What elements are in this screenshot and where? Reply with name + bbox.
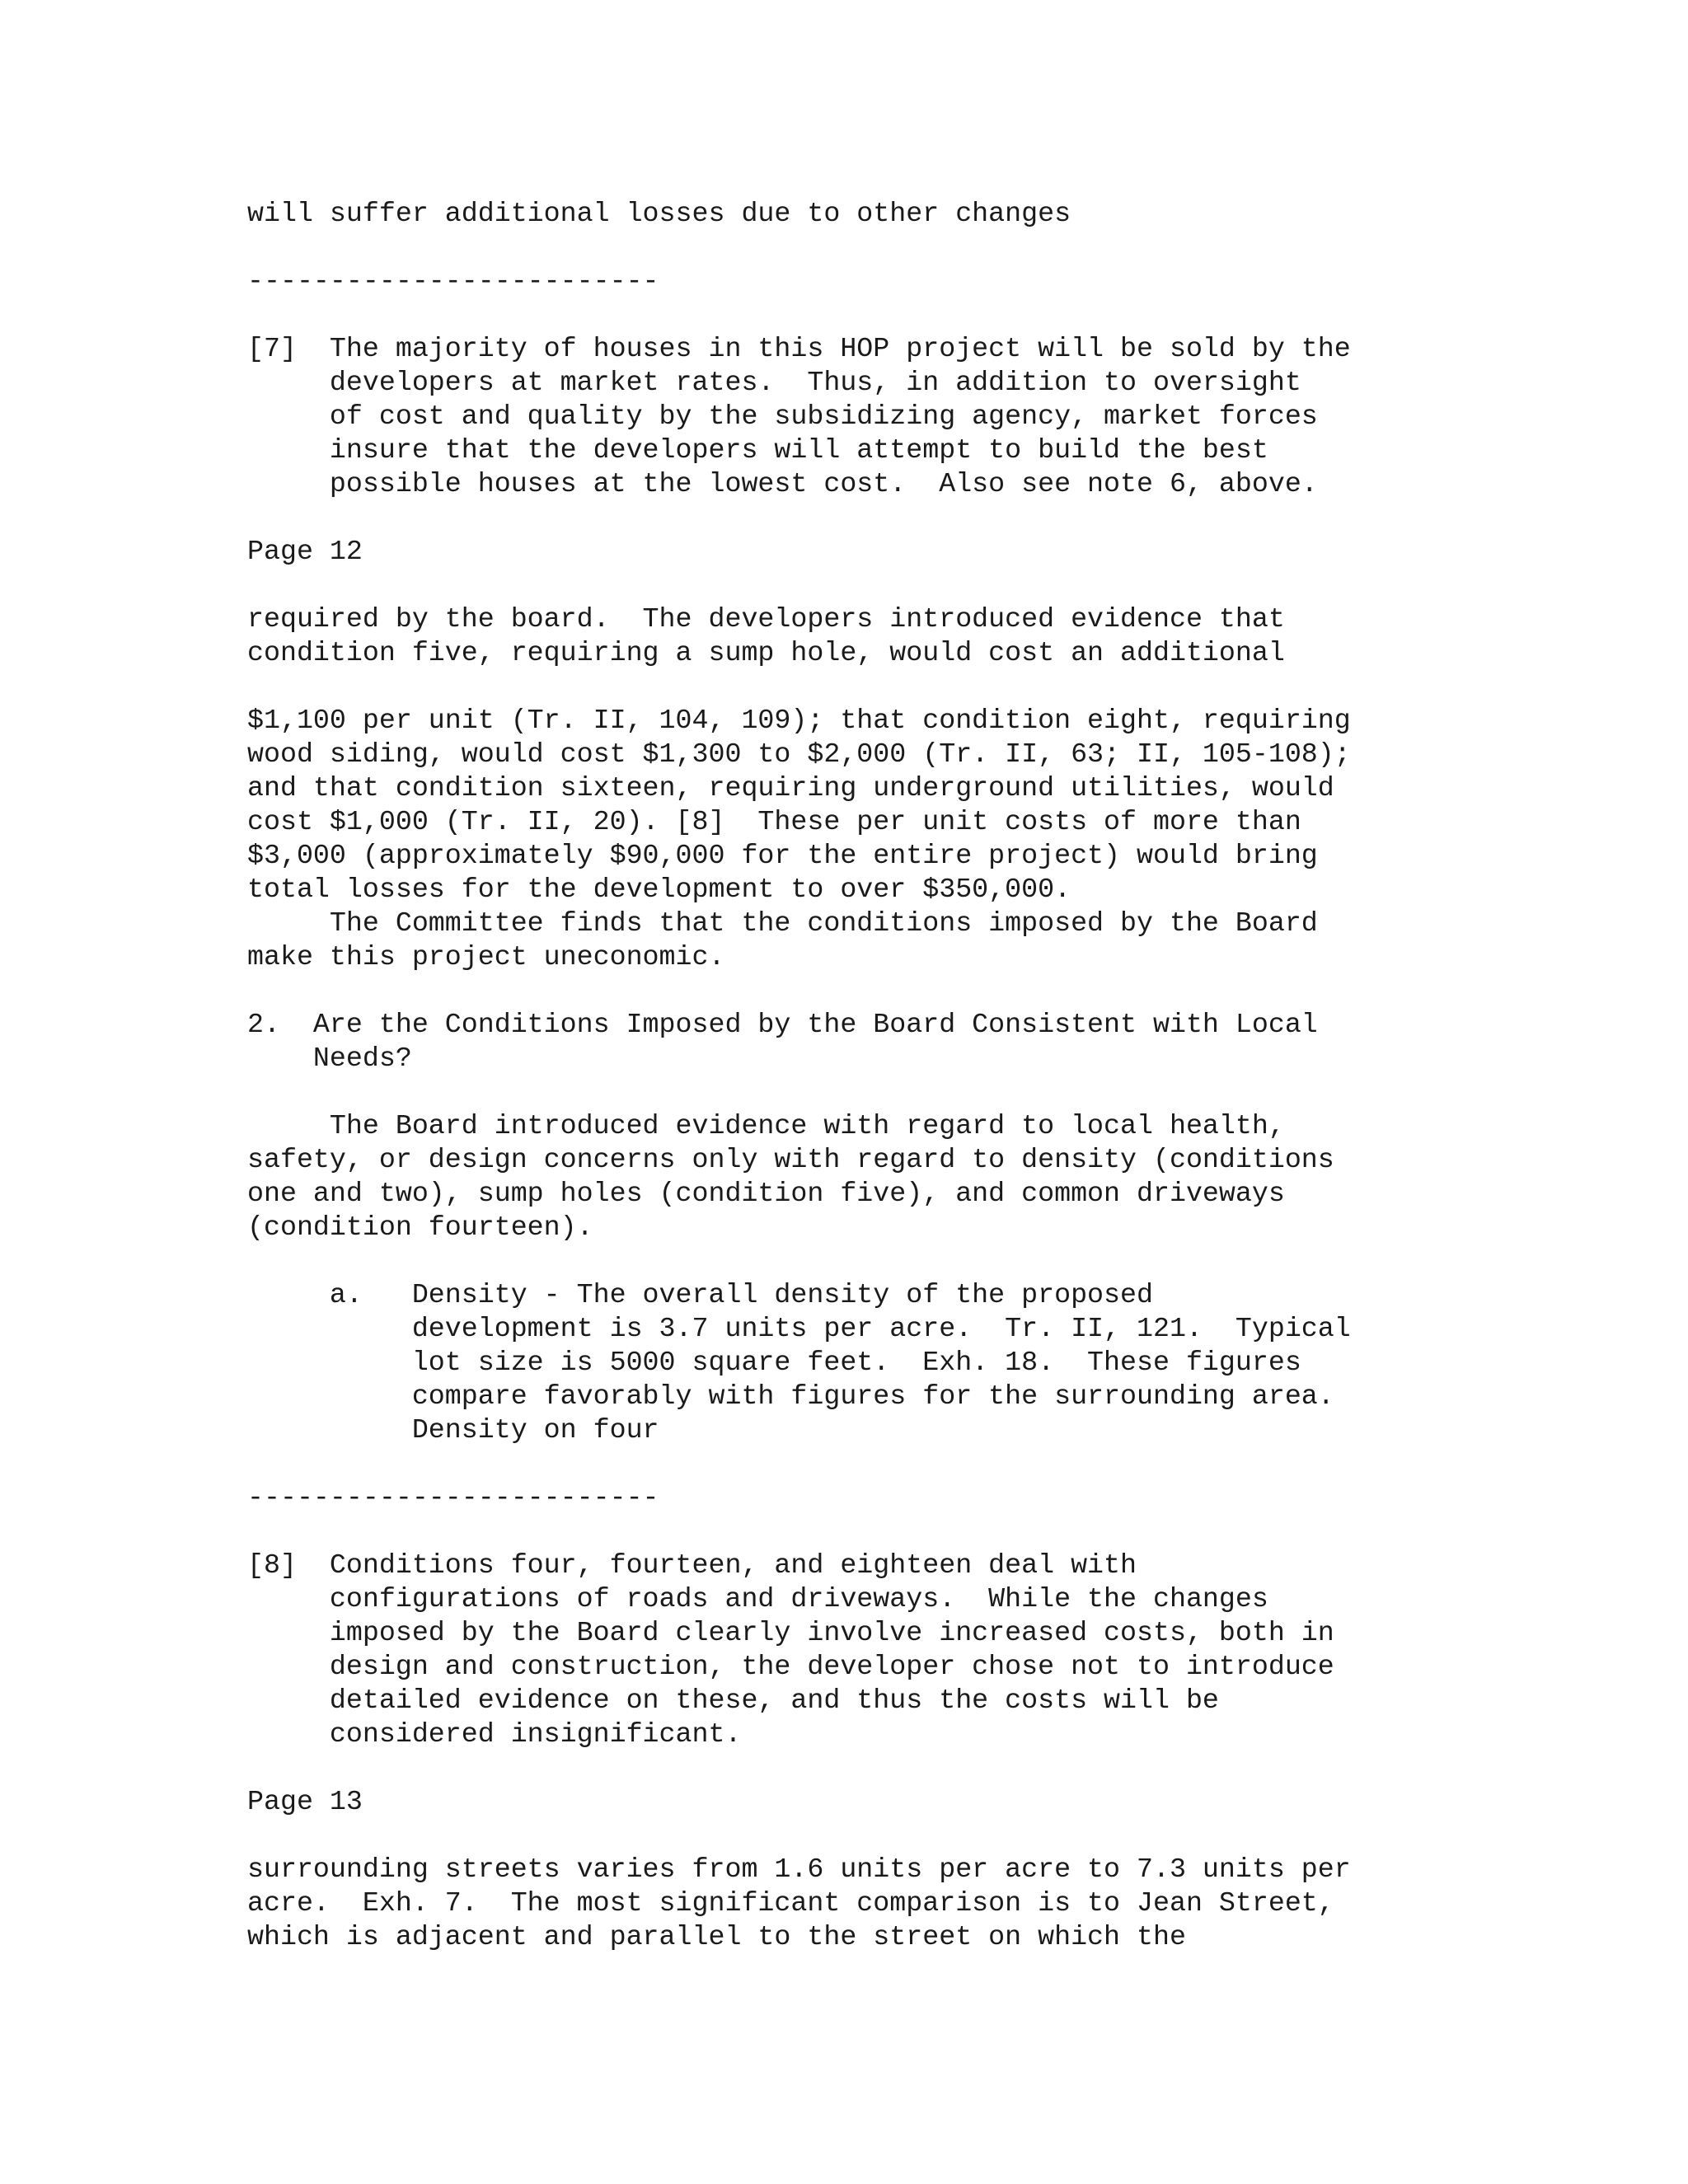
text-line: of cost and quality by the subsidizing agency, market forces: [247, 401, 1318, 432]
footnote-7: [247, 332, 1648, 501]
paragraph-board-evidence: [247, 1109, 1648, 1244]
footnote-separator-2: [247, 1481, 1648, 1515]
text-line: considered insignificant.: [247, 1718, 742, 1750]
text-line: surrounding streets varies from 1.6 units per acre to 7.3 units per: [247, 1854, 1351, 1885]
text-line: The Committee finds that the conditions imposed by the Board: [247, 907, 1318, 939]
paragraph-required-by-board: [247, 602, 1648, 670]
text-line: insure that the developers will attempt to build the best: [247, 434, 1268, 466]
text-line: Page 13: [247, 1786, 363, 1817]
subsection-a-density: [247, 1278, 1648, 1447]
text-line: Density on four: [247, 1414, 659, 1446]
text-line: total losses for the development to over $350,000.: [247, 874, 1071, 905]
text-line: Needs?: [247, 1043, 412, 1074]
page-number-12: [247, 535, 1648, 569]
text-line: 2. Are the Conditions Imposed by the Board Consistent with Local: [247, 1009, 1318, 1040]
section-heading-2: [247, 1008, 1648, 1076]
blank-line: [247, 501, 1648, 535]
blank-line: [247, 569, 1648, 602]
text-line: condition five, requiring a sump hole, would cost an additional: [247, 637, 1285, 668]
text-line: compare favorably with figures for the surrounding area.: [247, 1380, 1334, 1412]
text-line: [7] The majority of houses in this HOP project will be sold by the: [247, 333, 1351, 364]
blank-line: [247, 1751, 1648, 1785]
text-line: make this project uneconomic.: [247, 941, 725, 972]
text-line: and that condition sixteen, requiring underground utilities, would: [247, 772, 1334, 804]
text-line: design and construction, the developer chose not to introduce: [247, 1651, 1334, 1682]
blank-line: [247, 231, 1648, 265]
page-number-13: [247, 1785, 1648, 1819]
text-line: -------------------------: [247, 265, 659, 297]
blank-line: [247, 670, 1648, 704]
text-line: development is 3.7 units per acre. Tr. II, 121. Typical: [247, 1313, 1351, 1344]
continuation-line-top: [247, 197, 1648, 231]
text-line: required by the board. The developers introduced evidence that: [247, 603, 1285, 635]
text-line: safety, or design concerns only with regard to density (conditions: [247, 1144, 1334, 1175]
text-line: -------------------------: [247, 1482, 659, 1513]
text-line: $3,000 (approximately $90,000 for the entire project) would bring: [247, 840, 1318, 871]
footnote-8: [247, 1549, 1648, 1751]
text-line: wood siding, would cost $1,300 to $2,000 (Tr. II, 63; II, 105-108);: [247, 738, 1351, 770]
document-page: [247, 197, 1648, 1954]
text-line: (condition fourteen).: [247, 1212, 593, 1243]
text-line: Page 12: [247, 536, 363, 567]
text-line: one and two), sump holes (condition five), and common driveways: [247, 1178, 1285, 1209]
blank-line: [247, 1244, 1648, 1278]
text-line: [8] Conditions four, fourteen, and eighteen deal with: [247, 1549, 1137, 1581]
blank-line: [247, 298, 1648, 332]
blank-line: [247, 1819, 1648, 1853]
text-line: will suffer additional losses due to other changes: [247, 198, 1071, 229]
text-line: possible houses at the lowest cost. Also see note 6, above.: [247, 468, 1318, 499]
text-line: detailed evidence on these, and thus the costs will be: [247, 1685, 1219, 1716]
blank-line: [247, 1515, 1648, 1549]
blank-line: [247, 974, 1648, 1008]
text-line: a. Density - The overall density of the proposed: [247, 1279, 1153, 1310]
text-line: which is adjacent and parallel to the street on which the: [247, 1921, 1186, 1952]
blank-line: [247, 1447, 1648, 1481]
text-line: lot size is 5000 square feet. Exh. 18. These figures: [247, 1347, 1301, 1378]
paragraph-per-unit-costs: [247, 704, 1648, 974]
text-line: acre. Exh. 7. The most significant comparison is to Jean Street,: [247, 1887, 1334, 1919]
text-line: The Board introduced evidence with regard to local health,: [247, 1110, 1285, 1141]
text-line: developers at market rates. Thus, in addition to oversight: [247, 367, 1301, 398]
text-line: imposed by the Board clearly involve increased costs, both in: [247, 1617, 1334, 1648]
text-line: configurations of roads and driveways. While the changes: [247, 1583, 1268, 1615]
footnote-separator-1: [247, 265, 1648, 298]
paragraph-surrounding-streets: [247, 1853, 1648, 1954]
blank-line: [247, 1076, 1648, 1109]
text-line: cost $1,000 (Tr. II, 20). [8] These per unit costs of more than: [247, 806, 1301, 837]
text-line: $1,100 per unit (Tr. II, 104, 109); that condition eight, requiring: [247, 705, 1351, 736]
